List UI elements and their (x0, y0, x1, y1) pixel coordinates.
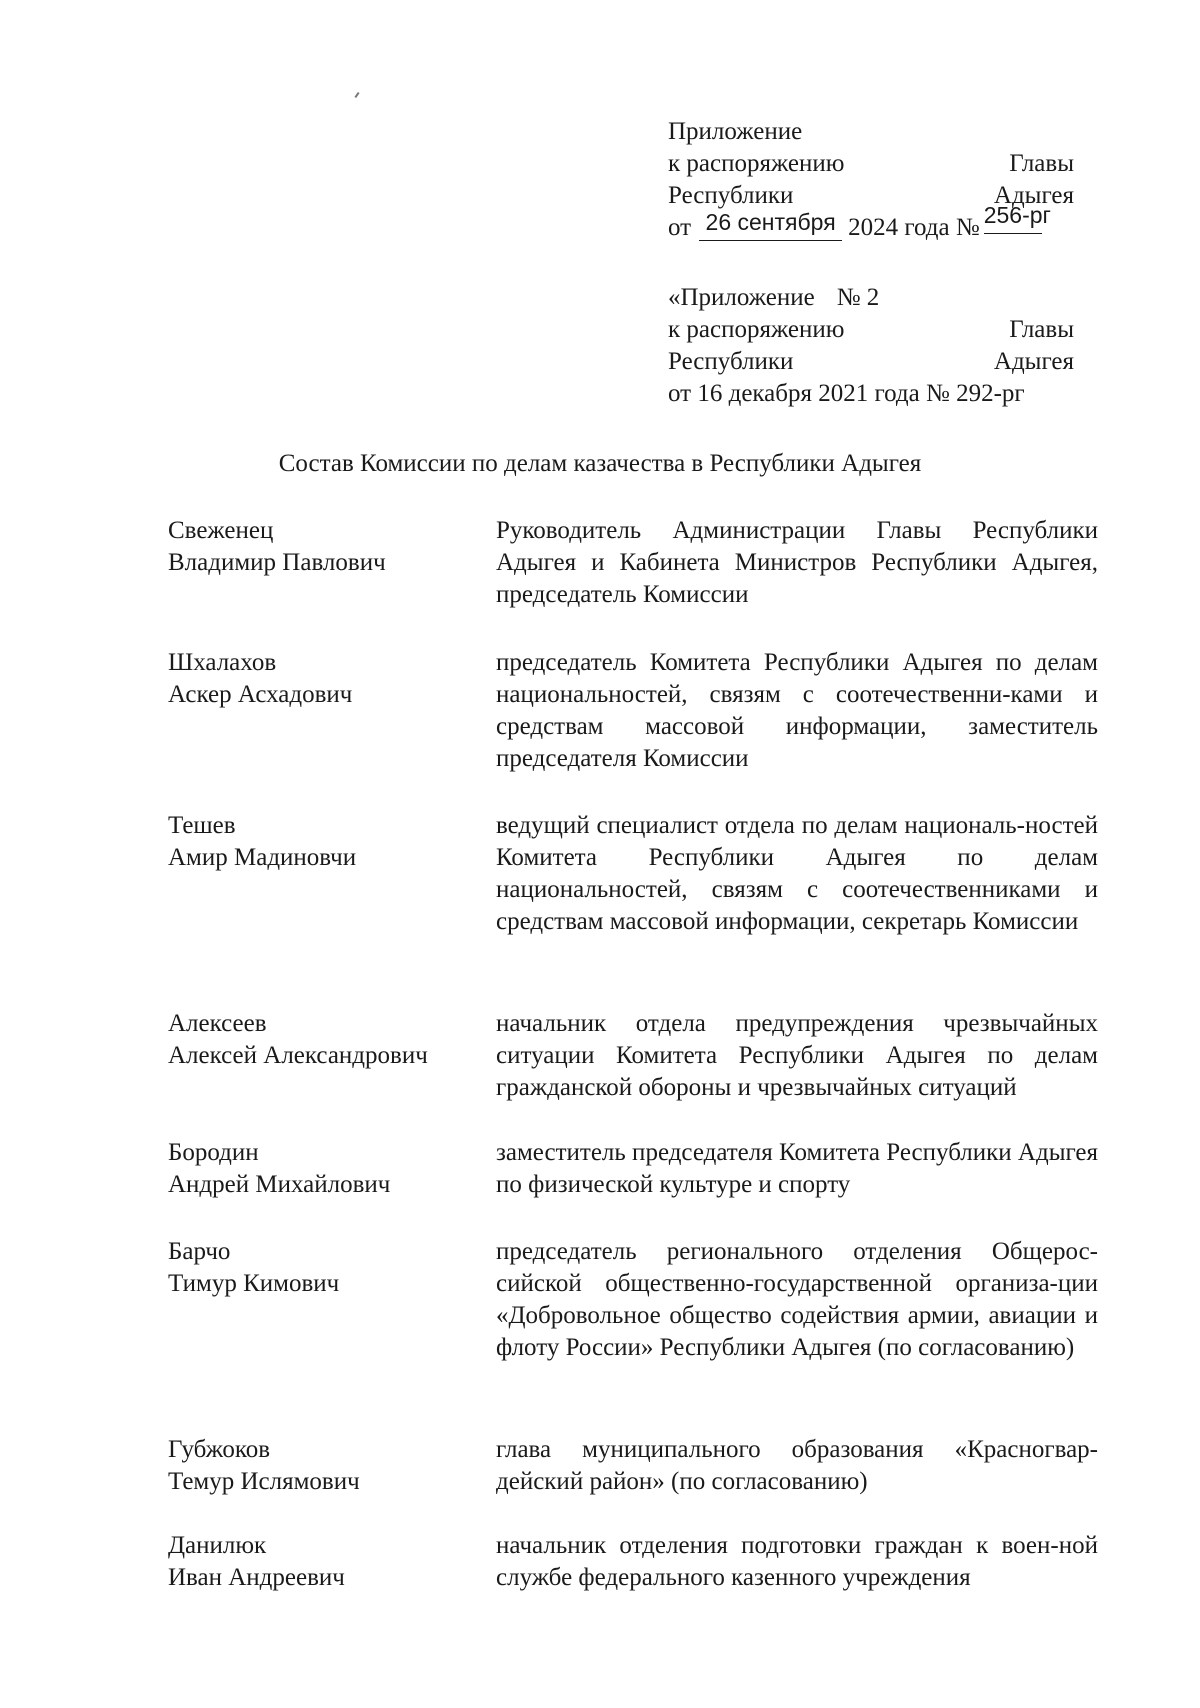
member-surname: Губжоков (168, 1436, 271, 1463)
member-name (168, 515, 488, 579)
republic-label-right: Адыгея (993, 348, 1074, 375)
member-role (496, 1236, 1098, 1364)
member-given-names: Аскер Асхадович (168, 681, 353, 708)
date-prefix: от (668, 214, 692, 241)
date-suffix: 2024 года № (848, 214, 980, 241)
appendix-number: № 2 (836, 284, 880, 311)
republic-label-right: Адыгея (993, 182, 1074, 209)
member-surname: Шхалахов (168, 649, 277, 676)
member-role-text: ведущий специалист отдела по делам националь-ностей Комитета Республики Адыгея по делам национальностей, связям с соотечественниками и средствам массовой информации, секретарь Комиссии (496, 812, 1098, 935)
member-role (496, 647, 1098, 775)
order-reference-right: Главы (1009, 316, 1074, 343)
member-given-names: Иван Андреевич (168, 1564, 345, 1591)
member-role-text: Руководитель Администрации Главы Республики Адыгея и Кабинета Министров Республики Адыгея, председатель Комиссии (496, 517, 1098, 608)
member-given-names: Амир Мадиновчи (168, 844, 357, 871)
appendix-header-current (668, 116, 1074, 244)
member-role-text: председатель регионального отделения Общерос-сийской общественно-государственной организа-ции «Добровольное общество содействия армии, авиации и флоту России» Республики Адыгея (по согласованию) (496, 1238, 1098, 1361)
member-given-names: Алексей Александрович (168, 1042, 428, 1069)
appendix-label: «Приложение (668, 284, 815, 311)
republic-label-left: Республики (668, 182, 794, 209)
number-field (983, 202, 1051, 234)
member-role-text: начальник отделения подготовки граждан к воен-ной службе федерального казенного учреждения (496, 1532, 1098, 1591)
stray-pen-mark (354, 92, 359, 98)
member-name (168, 1530, 488, 1594)
member-name (168, 1434, 488, 1498)
order-reference-left: к распоряжению (668, 316, 845, 343)
member-role-text: глава муниципального образования «Красногвар-дейский район» (по согласованию) (496, 1436, 1098, 1495)
document-title: Состав Комиссии по делам казачества в Республики Адыгея (278, 450, 922, 477)
member-surname: Бородин (168, 1139, 259, 1166)
appendix-header-original (668, 282, 1074, 410)
order-reference-left: к распоряжению (668, 150, 845, 177)
member-role (496, 1434, 1098, 1498)
member-role-text: председатель Комитета Республики Адыгея по делам национальностей, связям с соотечественни-ками и средствам массовой информации, заместитель председателя Комиссии (496, 649, 1098, 772)
member-name (168, 647, 488, 711)
handwritten-number: 256-рг (983, 202, 1051, 228)
member-name (168, 1236, 488, 1300)
member-role-text: заместитель председателя Комитета Республики Адыгея по физической культуре и спорту (496, 1139, 1099, 1198)
original-order-date: от 16 декабря 2021 года № 292-рг (668, 380, 1025, 407)
member-role (496, 515, 1098, 611)
handwritten-date: 26 сентября (705, 209, 836, 235)
member-given-names: Андрей Михайлович (168, 1171, 391, 1198)
member-role-text: начальник отдела предупреждения чрезвычайных ситуации Комитета Республики Адыгея по делам гражданской обороны и чрезвычайных ситуаций (496, 1010, 1098, 1101)
member-surname: Тешев (168, 812, 236, 839)
member-name (168, 1137, 488, 1201)
member-name (168, 810, 488, 874)
member-role (496, 810, 1098, 938)
member-given-names: Владимир Павлович (168, 549, 386, 576)
member-surname: Свеженец (168, 517, 274, 544)
appendix-label: Приложение (668, 118, 803, 145)
member-role (496, 1008, 1098, 1104)
member-given-names: Темур Ислямович (168, 1468, 360, 1495)
member-given-names: Тимур Кимович (168, 1270, 340, 1297)
member-name (168, 1008, 488, 1072)
member-role (496, 1137, 1098, 1201)
member-role (496, 1530, 1098, 1594)
republic-label-left: Республики (668, 348, 794, 375)
order-reference-right: Главы (1009, 150, 1074, 177)
member-surname: Данилюк (168, 1532, 267, 1559)
date-field (699, 209, 842, 241)
member-surname: Барчо (168, 1238, 231, 1265)
member-surname: Алексеев (168, 1010, 267, 1037)
